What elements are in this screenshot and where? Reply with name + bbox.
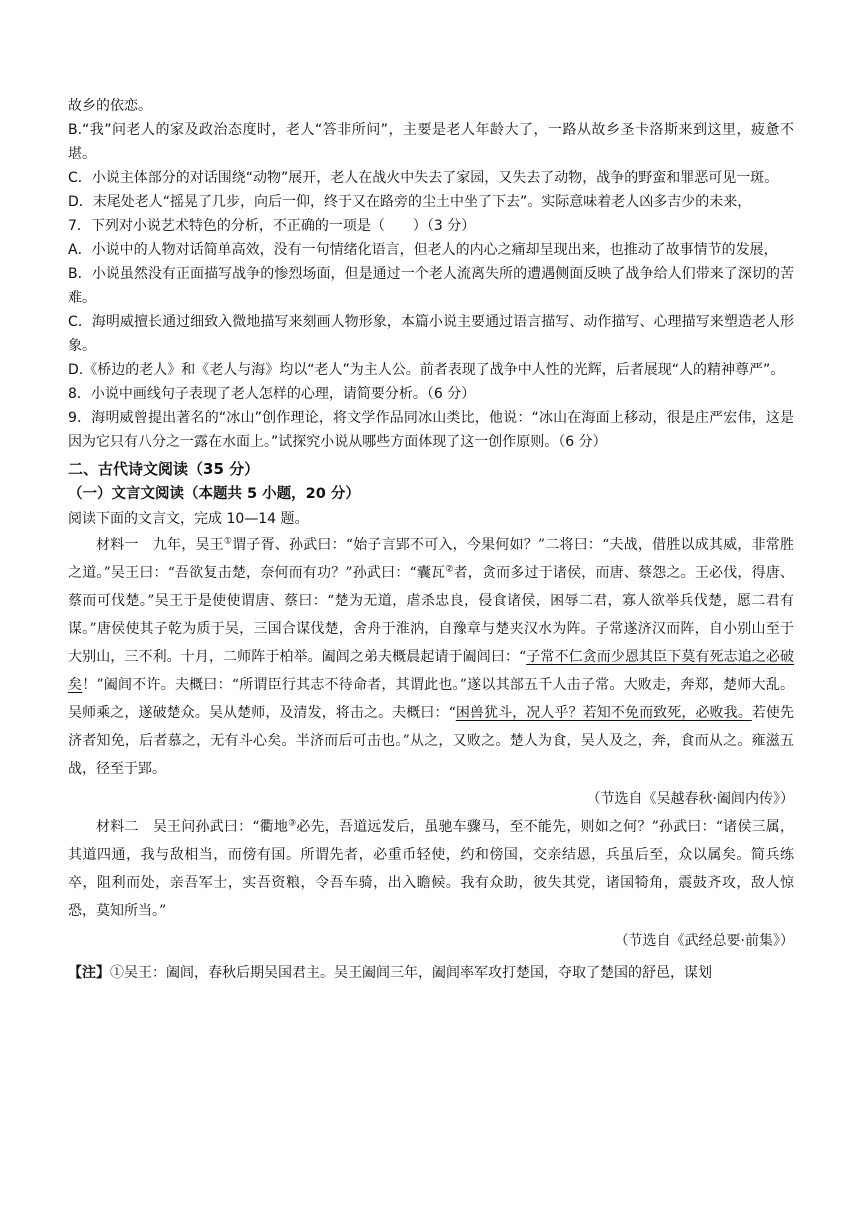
m1-underlined-sentence-2: 困兽犹斗，况人乎？若知不免而致死，必败我。 xyxy=(455,705,752,721)
footnote xyxy=(68,959,794,987)
footnote-label: 【注】 xyxy=(68,965,110,981)
material-one-source: （节选自《吴越春秋·阖闾内传》） xyxy=(586,791,794,807)
m1-seg3: 者，贪而多过于诸侯，而唐、蔡怨之。王必伐，得唐、蔡而可伐楚。”吴王于是使使谓唐、蔡曰：“楚为无道，虐杀忠良，侵食诸侯，困辱二君，寡人欲举兵伐楚，愿二君有谋。”唐侯使其子乾为质于吴，三国合谋伐楚，舍舟于淮汭，自豫章与楚夹汉水为阵。子常遂济汉而阵，自小别山至于大别山，三不利。十月，二师阵于柏举。阖闾之弟夫概晨起请于阖闾曰：“ xyxy=(68,565,794,665)
question-9: 9．海明威曾提出著名的“冰山”创作理论，将文学作品同冰山类比，他说：“冰山在海面上移动，很是庄严宏伟，这是因为它只有八分之一露在水面上。”试探究小说从哪些方面体现了这一创作原则。（6 分） xyxy=(68,410,794,450)
m2-seg2: 必先，吾道远发后，虽驰车骤马，至不能先，则如之何？”孙武曰：“诸侯三属，其道四通，我与敌相当，而傍有国。所谓先者，必重币轻使，约和傍国，交亲结恩，兵虽后至，众以属矣。简兵练卒，阻利而处，亲吾军士，实吾资粮，令吾车骑，出入瞻候。我有众助，彼失其党，诸国犄角，震鼓齐攻，敌人惊恐，莫知所当。” xyxy=(68,819,794,919)
subsection-title-classical-chinese: （一）文言文阅读（本题共 5 小题，20 分） xyxy=(68,486,360,502)
q6-option-c: C．小说主体部分的对话围绕“动物”展开，老人在战火中失去了家园，又失去了动物，战争的野蛮和罪恶可见一斑。 xyxy=(68,170,779,186)
q6-option-b: B.“我”问老人的家及政治态度时，老人“答非所问”，主要是老人年龄大了，一路从故乡圣卡洛斯来到这里，疲惫不堪。 xyxy=(68,122,794,162)
question-8: 8．小说中画线句子表现了老人怎样的心理，请简要分析。（6 分） xyxy=(68,386,476,402)
m1-seg5: 若使先济者知免，后者慕之，无有斗心矣。半济而后可击也。”从之，又败之。楚人为食，吴人及之，奔，食而从之。雍滋五战，径至于郢。 xyxy=(68,705,795,777)
m1-underlined-sentence-1: 子常不仁贪而少恩其臣下莫有死志追之必破矣 xyxy=(68,649,795,693)
section-title-ancient-reading: 二、古代诗文阅读（35 分） xyxy=(68,460,260,478)
m1-seg1: 材料一 九年，吴王 xyxy=(96,537,224,553)
q7-option-d: D.《桥边的老人》和《老人与海》均以“老人”为主人公。前者表现了战争中人性的光辉，后者展现“人的精神尊严”。 xyxy=(68,362,785,378)
m2-footnote-mark-3: ③ xyxy=(288,818,297,829)
material-one-text xyxy=(68,531,794,783)
document-page xyxy=(68,94,794,987)
q6-option-d: D．末尾处老人“摇晃了几步，向后一仰，终于又在路旁的尘土中坐了下去”。实际意味着老人凶多吉少的未来， xyxy=(68,194,752,210)
reading-instruction: 阅读下面的文言文，完成 10—14 题。 xyxy=(68,511,309,527)
q7-option-b: B．小说虽然没有正面描写战争的惨烈场面，但是通过一个老人流离失所的遭遇侧面反映了战争给人们带来了深切的苦难。 xyxy=(68,266,794,306)
m1-footnote-mark-2: ② xyxy=(445,564,454,575)
material-two-source: （节选自《武经总要·前集》） xyxy=(614,933,794,949)
footnote-text: ①吴王：阖闾，春秋后期吴国君主。吴王阖闾三年，阖闾率军攻打楚国，夺取了楚国的舒邑，谋划 xyxy=(110,965,712,981)
q6-option-a-tail: 故乡的依恋。 xyxy=(68,98,152,114)
m1-seg4: ！”阖闾不许。夫概曰：“所谓臣行其志不待命者，其谓此也。”遂以其部五千人击子常。大败走，奔郑，楚师大乱。吴师乘之，遂破楚众。吴从楚师，及清发，将击之。夫概曰：“ xyxy=(68,677,795,721)
m1-seg2: 谓子胥、孙武曰：“始子言郢不可入，今果何如？”二将曰：“夫战，借胜以成其威，非常胜之道。”吴王曰：“吾欲复击楚，奈何而有功？”孙武曰：“囊瓦 xyxy=(68,537,794,581)
material-two-text xyxy=(68,813,794,925)
m2-seg1: 材料二 吴王问孙武曰：“衢地 xyxy=(96,819,289,835)
question-7: 7．下列对小说艺术特色的分析，不正确的一项是（ ）（3 分） xyxy=(68,218,476,234)
q7-option-a: A．小说中的人物对话简单高效，没有一句情绪化语言，但老人的内心之痛却呈现出来，也推动了故事情节的发展， xyxy=(68,242,778,258)
q7-option-c: C．海明威擅长通过细致入微地描写来刻画人物形象，本篇小说主要通过语言描写、动作描写、心理描写来塑造老人形象。 xyxy=(68,314,794,354)
m1-footnote-mark-1: ① xyxy=(223,536,233,547)
